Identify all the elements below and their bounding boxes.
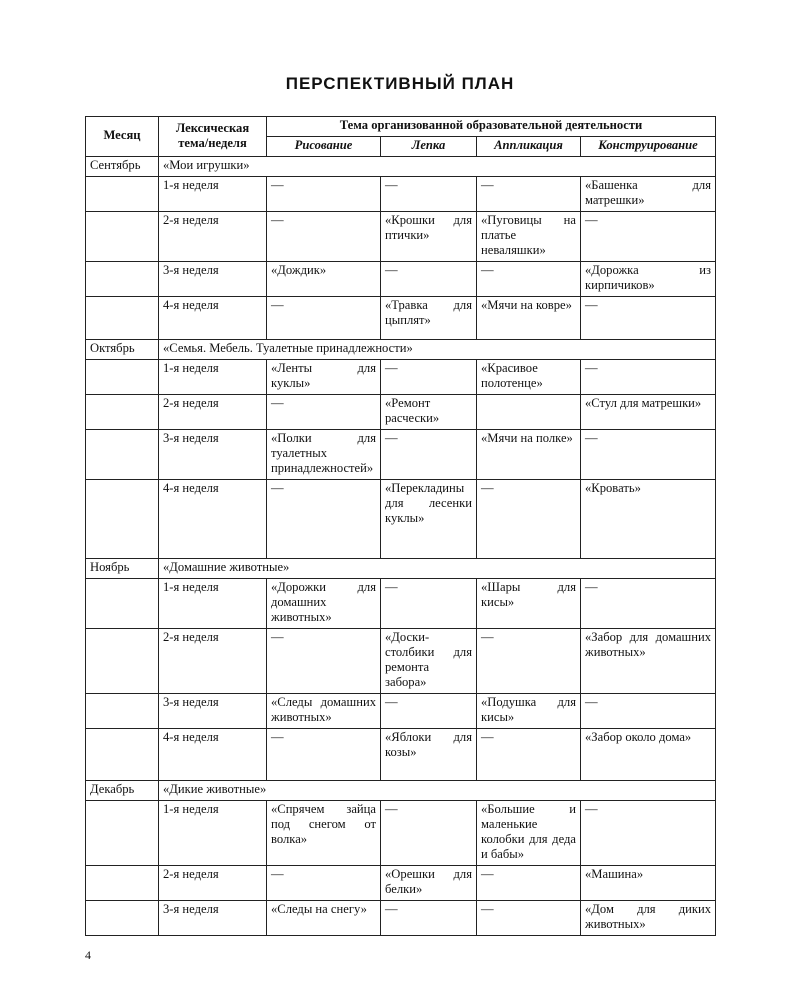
drawing-cell: «Следы домашних животных» <box>267 694 381 729</box>
modeling-cell: — <box>381 694 477 729</box>
month-column-cell <box>86 297 159 340</box>
header-drawing: Рисование <box>267 137 381 157</box>
week-label: 4-я неделя <box>159 297 267 340</box>
header-lexical: Лексическая тема/неделя <box>159 117 267 157</box>
modeling-cell: «Перекладины для лесенки куклы» <box>381 480 477 559</box>
modeling-cell: — <box>381 262 477 297</box>
drawing-cell: «Следы на снегу» <box>267 901 381 936</box>
drawing-cell: «Полки для туалетных принадлежностей» <box>267 430 381 480</box>
month-column-cell <box>86 629 159 694</box>
month-topic: «Домашние животные» <box>159 559 716 579</box>
week-label: 3-я неделя <box>159 901 267 936</box>
month-column-cell <box>86 360 159 395</box>
month-column-cell <box>86 579 159 629</box>
drawing-cell: — <box>267 177 381 212</box>
applique-cell: — <box>477 177 581 212</box>
page-title: ПЕРСПЕКТИВНЫЙ ПЛАН <box>285 74 515 93</box>
week-label: 3-я неделя <box>159 694 267 729</box>
week-row <box>86 629 716 694</box>
month-column-cell <box>86 801 159 866</box>
month-topic-row <box>86 157 716 177</box>
construction-cell: — <box>581 297 716 340</box>
header-modeling: Лепка <box>381 137 477 157</box>
plan-table <box>85 116 716 936</box>
drawing-cell: — <box>267 212 381 262</box>
week-row <box>86 694 716 729</box>
week-row <box>86 262 716 297</box>
construction-cell: — <box>581 360 716 395</box>
week-label: 1-я неделя <box>159 579 267 629</box>
month-column-cell <box>86 177 159 212</box>
header-applique: Аппликация <box>477 137 581 157</box>
week-row <box>86 430 716 480</box>
month-column-cell <box>86 694 159 729</box>
construction-cell: «Забор для домашних животных» <box>581 629 716 694</box>
week-row <box>86 360 716 395</box>
applique-cell: — <box>477 866 581 901</box>
drawing-cell: — <box>267 480 381 559</box>
modeling-cell: — <box>381 177 477 212</box>
month-column-cell <box>86 866 159 901</box>
week-label: 3-я неделя <box>159 430 267 480</box>
applique-cell: — <box>477 629 581 694</box>
construction-cell: «Дорожка из кирпичиков» <box>581 262 716 297</box>
week-row <box>86 801 716 866</box>
month-topic: «Дикие животные» <box>159 781 716 801</box>
month-name: Октябрь <box>86 340 159 360</box>
month-name: Декабрь <box>86 781 159 801</box>
plan-body <box>86 157 716 936</box>
drawing-cell: — <box>267 866 381 901</box>
applique-cell: «Шары для кисы» <box>477 579 581 629</box>
week-row <box>86 480 716 559</box>
construction-cell: «Забор около дома» <box>581 729 716 781</box>
drawing-cell: «Спрячем зайца под снегом от волка» <box>267 801 381 866</box>
modeling-cell: — <box>381 801 477 866</box>
month-column-cell <box>86 212 159 262</box>
modeling-cell: «Крошки для птички» <box>381 212 477 262</box>
week-label: 2-я неделя <box>159 212 267 262</box>
construction-cell: — <box>581 212 716 262</box>
construction-cell: — <box>581 801 716 866</box>
week-row <box>86 177 716 212</box>
week-label: 2-я неделя <box>159 629 267 694</box>
week-row <box>86 729 716 781</box>
header-activity: Тема организованной образовательной деятельности <box>267 117 716 137</box>
applique-cell: «Мячи на полке» <box>477 430 581 480</box>
header-row <box>86 117 716 137</box>
applique-cell <box>477 395 581 430</box>
month-topic-row <box>86 340 716 360</box>
month-column-cell <box>86 901 159 936</box>
week-row <box>86 297 716 340</box>
modeling-cell: — <box>381 579 477 629</box>
month-topic: «Мои игрушки» <box>159 157 716 177</box>
construction-cell: «Кровать» <box>581 480 716 559</box>
modeling-cell: «Ремонт расчески» <box>381 395 477 430</box>
header-construction: Конструирование <box>581 137 716 157</box>
applique-cell: — <box>477 262 581 297</box>
construction-cell: «Дом для диких животных» <box>581 901 716 936</box>
week-label: 1-я неделя <box>159 801 267 866</box>
drawing-cell: — <box>267 629 381 694</box>
construction-cell: «Машина» <box>581 866 716 901</box>
modeling-cell: «Орешки для белки» <box>381 866 477 901</box>
week-label: 1-я неделя <box>159 177 267 212</box>
month-topic-row <box>86 781 716 801</box>
construction-cell: «Башенка для матрешки» <box>581 177 716 212</box>
applique-cell: «Пуговицы на платье неваляшки» <box>477 212 581 262</box>
applique-cell: «Большие и маленькие колобки для деда и бабы» <box>477 801 581 866</box>
month-column-cell <box>86 262 159 297</box>
applique-cell: — <box>477 480 581 559</box>
week-label: 4-я неделя <box>159 480 267 559</box>
applique-cell: — <box>477 901 581 936</box>
month-column-cell <box>86 729 159 781</box>
drawing-cell: — <box>267 729 381 781</box>
month-column-cell <box>86 480 159 559</box>
week-label: 3-я неделя <box>159 262 267 297</box>
week-label: 2-я неделя <box>159 866 267 901</box>
month-name: Сентябрь <box>86 157 159 177</box>
modeling-cell: «Доски-столбики для ремонта забора» <box>381 629 477 694</box>
modeling-cell: — <box>381 901 477 936</box>
applique-cell: «Красивое полотенце» <box>477 360 581 395</box>
modeling-cell: — <box>381 360 477 395</box>
header-month: Месяц <box>86 117 159 157</box>
page-number: 4 <box>85 948 91 962</box>
month-topic-row <box>86 559 716 579</box>
modeling-cell: «Травка для цыплят» <box>381 297 477 340</box>
modeling-cell: «Яблоки для козы» <box>381 729 477 781</box>
week-row <box>86 212 716 262</box>
construction-cell: — <box>581 579 716 629</box>
week-row <box>86 579 716 629</box>
construction-cell: — <box>581 694 716 729</box>
applique-cell: «Мячи на ковре» <box>477 297 581 340</box>
drawing-cell: «Дождик» <box>267 262 381 297</box>
week-label: 4-я неделя <box>159 729 267 781</box>
week-label: 1-я неделя <box>159 360 267 395</box>
month-topic: «Семья. Мебель. Туалетные принадлежности» <box>159 340 716 360</box>
drawing-cell: — <box>267 395 381 430</box>
month-name: Ноябрь <box>86 559 159 579</box>
week-row <box>86 901 716 936</box>
drawing-cell: «Дорожки для домашних животных» <box>267 579 381 629</box>
construction-cell: — <box>581 430 716 480</box>
modeling-cell: — <box>381 430 477 480</box>
month-column-cell <box>86 395 159 430</box>
month-column-cell <box>86 430 159 480</box>
drawing-cell: «Ленты для куклы» <box>267 360 381 395</box>
week-row <box>86 866 716 901</box>
drawing-cell: — <box>267 297 381 340</box>
construction-cell: «Стул для матрешки» <box>581 395 716 430</box>
week-label: 2-я неделя <box>159 395 267 430</box>
week-row <box>86 395 716 430</box>
applique-cell: — <box>477 729 581 781</box>
applique-cell: «Подушка для кисы» <box>477 694 581 729</box>
